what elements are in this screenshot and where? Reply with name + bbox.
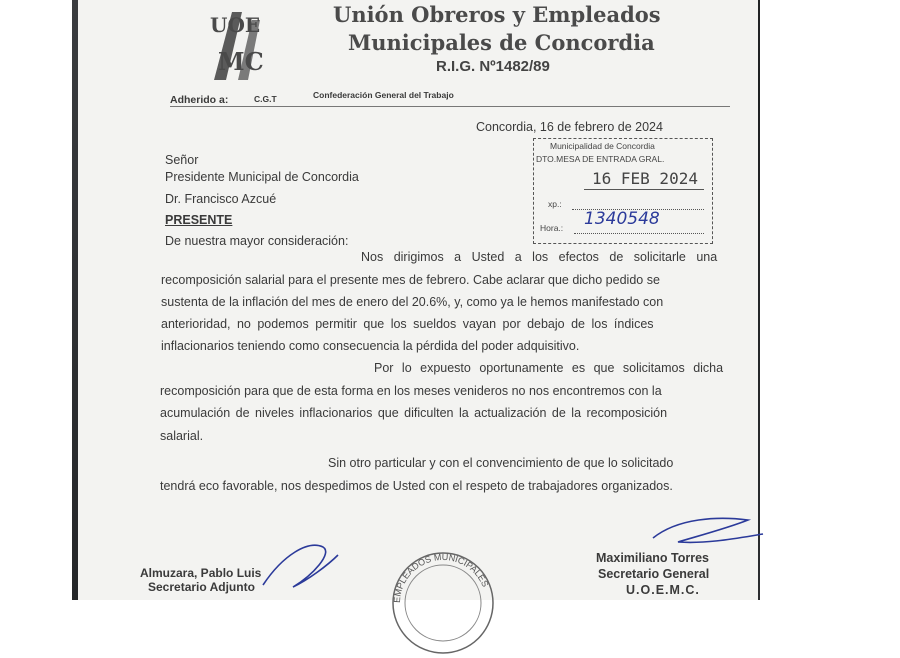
left-handwritten-signature	[253, 535, 343, 595]
right-handwritten-signature	[648, 508, 768, 553]
left-signer-name: Almuzara, Pablo Luis	[140, 566, 262, 580]
union-seal	[388, 548, 498, 658]
recipient-line: Presidente Municipal de Concordia	[165, 170, 359, 184]
body-line: inflacionarios teniendo como consecuencia la pérdida del poder adquisitivo.	[161, 339, 580, 353]
body-line: Nos dirigimos a Usted a los efectos de solicitarle una	[361, 250, 718, 264]
presente-heading: PRESENTE	[165, 213, 233, 227]
body-line: tendrá eco favorable, nos despedimos de Usted con el respeto de trabajadores organizados.	[160, 479, 673, 493]
body-line: salarial.	[160, 429, 204, 443]
stamp-hora-line	[574, 233, 704, 234]
greeting: De nuestra mayor consideración:	[165, 234, 349, 248]
right-signer-title: Secretario General	[598, 567, 710, 581]
body-line: recomposición salarial para el presente mes de febrero. Cabe aclarar que dicho pedido se	[161, 273, 660, 287]
recipient-line: Dr. Francisco Azcué	[165, 192, 277, 206]
adherido-abbr: C.G.T	[254, 94, 277, 104]
body-line: anterioridad, no podemos permitir que los sueldos vayan por debajo de los índices	[161, 317, 654, 331]
stamp-line1: Municipalidad de Concordia	[550, 141, 655, 151]
stamp-rule	[584, 189, 704, 190]
adherido-label: Adherido a:	[170, 94, 229, 106]
letter-page	[78, 0, 758, 604]
header-divider	[170, 106, 730, 107]
seal-text: EMPLEADOS MUNICIPALES	[391, 551, 491, 604]
body-line: Sin otro particular y con el convencimiento de que lo solicitado	[328, 456, 674, 470]
logo-text-bottom: MC	[218, 47, 264, 76]
right-signer-org: U.O.E.M.C.	[626, 583, 700, 597]
body-line: acumulación de niveles inflacionarios que dificulten la actualización de la recomposición	[160, 406, 668, 420]
handwritten-entry-number: 1340548	[584, 209, 660, 229]
logo-text-top: UOE	[210, 13, 261, 37]
body-line: sustenta de la inflación del mes de enero del 20.6%, y, como ya le hemos manifestado con	[161, 295, 664, 309]
recipient-line: Señor	[165, 153, 199, 167]
org-title-line1: Unión Obreros y Empleados	[333, 2, 661, 27]
stamp-hora-label: Hora.:	[540, 223, 564, 233]
stamp-exp-label: xp.:	[548, 199, 562, 209]
body-line: recomposición para que de esta forma en los meses venideros no nos encontremos con la	[160, 384, 662, 398]
stamp-date: 16 FEB 2024	[592, 169, 698, 188]
registration-number: R.I.G. Nº1482/89	[436, 58, 550, 75]
union-logo	[208, 0, 268, 85]
reception-stamp	[533, 138, 713, 244]
letter-date: Concordia, 16 de febrero de 2024	[476, 120, 663, 134]
stamp-line2: DTO.MESA DE ENTRADA GRAL.	[536, 154, 665, 164]
org-title-line2: Municipales de Concordia	[348, 30, 655, 55]
body-line: Por lo expuesto oportunamente es que solicitamos dicha	[374, 361, 724, 375]
svg-text:EMPLEADOS MUNICIPALES	[392, 552, 491, 603]
left-signer-title: Secretario Adjunto	[148, 580, 255, 594]
right-signer-name: Maximiliano Torres	[596, 551, 709, 565]
adherido-name: Confederación General del Trabajo	[313, 90, 454, 100]
